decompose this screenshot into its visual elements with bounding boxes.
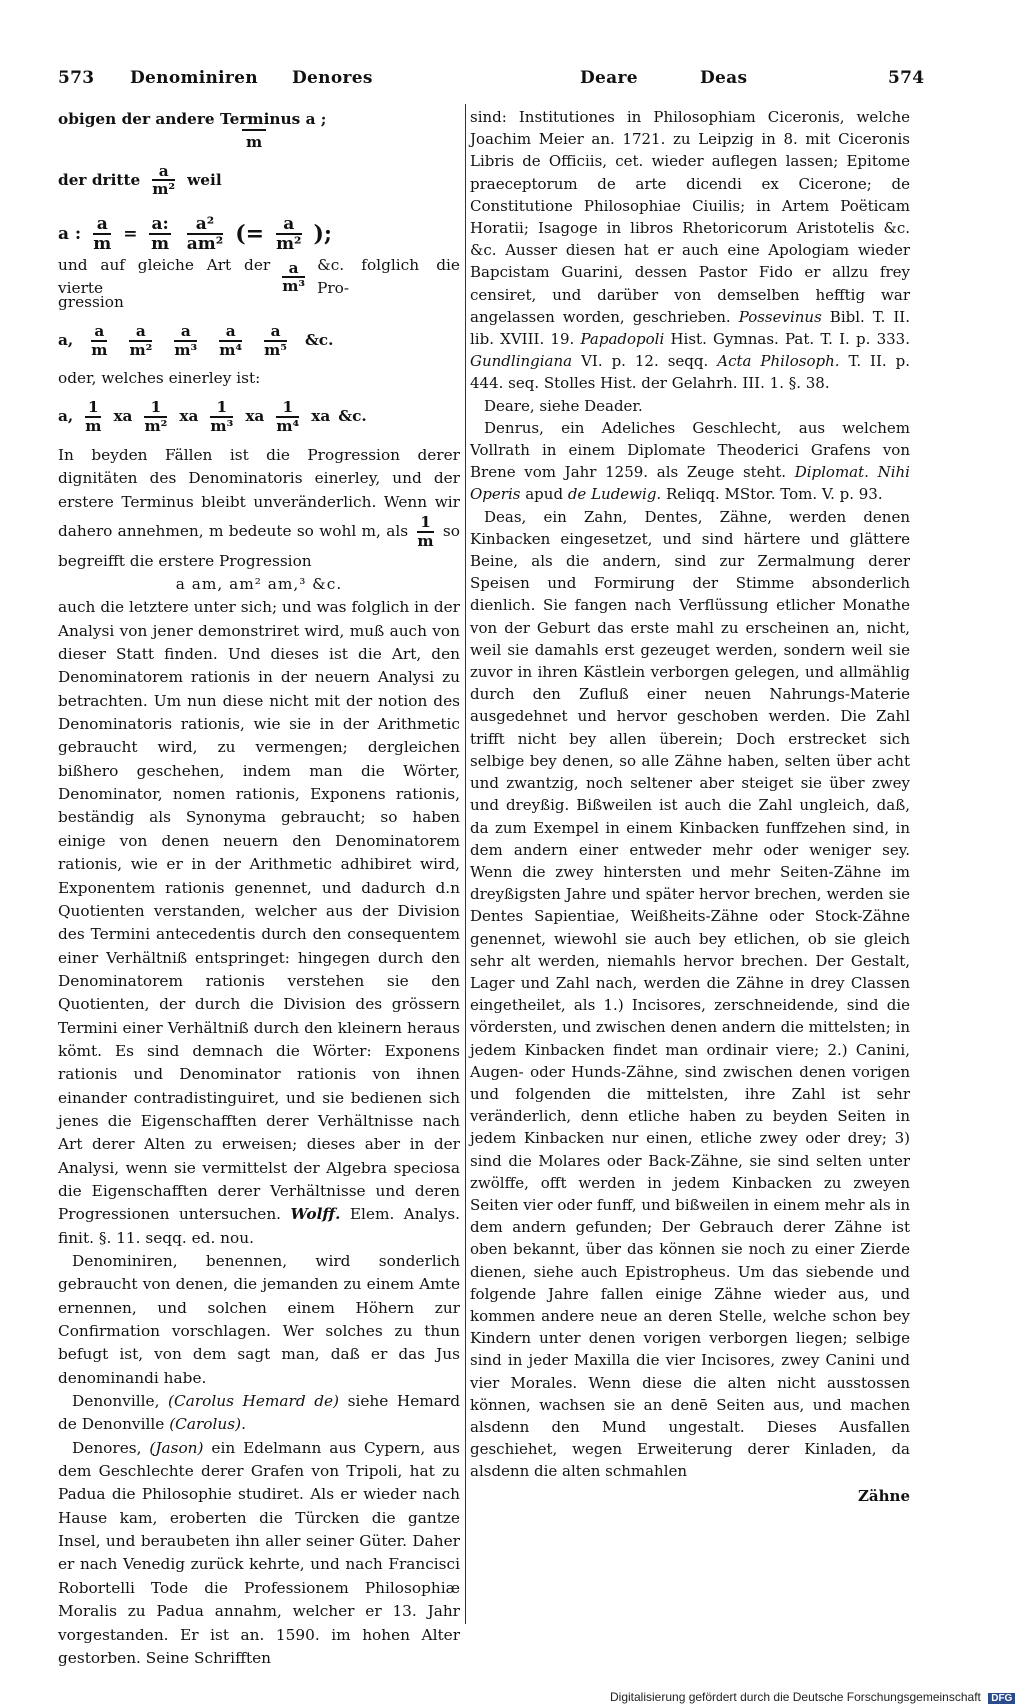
text-der-dritte: der dritte: [58, 170, 141, 189]
ref-stolle: T. II. p. 444. seq. Stolles Hist. der Gelahrh. III. 1. §. 38.: [470, 352, 910, 393]
catchword: Zähne: [857, 1486, 910, 1505]
fraction-1-m: $\frac{1}{m}$: [417, 513, 434, 550]
paragraph-beyden: [58, 444, 460, 573]
headword-denores: Denores,: [72, 1438, 142, 1457]
third-term-row: [58, 155, 460, 205]
entry-deas: Deas, ein Zahn, Dentes, Zähne, werden denen Kinbacken eingesetzet, und sind härtere und glättere Beine, als die andern, sind zur Zermalmung derer Speisen und Formirung der Stimme absonderlich dienlich. Sie fangen nach Verflüssung etlicher Monathe von der Geburt das erste mahl zu erscheinen an, nicht, weil sie damahls erst gezeuget werden, sondern weil sie zuvor in ihren Kästlein verborgen gelegen, und allmählig durch den Zufluß einer neuen Nahrungs-Materie ausgedehnet und hervor geschoben werden. Die Zahl trifft nicht bey allen überein; Doch erstrecket sich selbige bey denen, so alle Zähne haben, selten über acht und zwantzig, noch seltener aber steiget sie über zwey und dreyßig. Bißweilen ist auch die Zahl ungleich, daß, da zum Exempel in einem Kinbacken funffzehen sind, in dem andern einer entweder mehr oder weniger sey. Wenn die zwey hintersten und mehr Seiten-Zähne im dreyßigsten Jahre und später hervor brechen, werden sie Dentes Sapientiae, Weißheits-Zähne oder Stock-Zähne genennet, wiewohl sie auch bey etlichen, ob sie gleich sehr alt werden, niemahls hervor brechen. Der Gestalt, Lager und Zahl nach, werden die Zähne in drey Classen eingetheilet, als 1.) Incisores, zerschneidende, sind die vördersten, und zwischen denen andern die mittelsten; in jedem Kinbacken findet man ordinair viere; 2.) Canini, Augen- oder Hunds-Zähne, sind zwischen denen vorigen und folgenden die mittelsten, ihre Zahl ist sehr veränderlich, denn etliche haben zu beyden Seiten in jedem Kinbacken nur einen, etliche zwey oder drey; 3) sind die Molares oder Back-Zähne, sie sind selten unter zwölffe, offt werden in jedem Kinbacken zu zweyen Seiten vier oder funff, und bißweilen in einem mehr als in dem andern gefunden; Der Gebrauch derer Zähne ist oben bekannt, über das können sie noch zu einer Zierde dienen, siehe auch Epistropheus. Um das siebende und folgende Jahre fallen einige Zähne wieder aus, und kommen andere neue an deren Stelle, welche schon bey Kindern unter denen vorigen verborgen liegen; selbige sind in jeder Maxilla die vier Incisores, zwey Canini und vier Morales. Wenn diese die alten nicht ausstossen können, wachsen sie an denē Seiten aus, und machen alsdenn den Mund ungestalt. Dieses Ausfallen geschiehet, wegen Erweiterung derer Kinladen, da alsdenn die alten schmahlen: [470, 507, 910, 1481]
eq-equals: =: [123, 223, 138, 244]
text-denores: ein Edelmann aus Cypern, aus dem Geschlechte derer Grafen von Tripoli, hat zu Padua die Philosophie studiret. Als er wieder nach Hause kam, eroberten die Türcken die gantze Insel, und beraubeten ihn aller seiner Güter. Daher er nach Venedig zurück kehrte, und nach Francisci Robortelli Tode die Professionem Philosophiæ Moralis zu Padua annahm, welcher er 13. Jahr vorgestanden. Er ist an. 1590. im hohen Alter gestorben. Seine Schrifften: [58, 1438, 460, 1667]
ref-bibl: Bibl. T. II. lib. XVIII. 19.: [470, 307, 910, 349]
entry-denonville: [58, 1390, 460, 1437]
text-einerley: oder, welches einerley ist:: [58, 368, 261, 387]
footer-credit: [610, 1690, 1015, 1704]
entry-denores: [58, 1437, 460, 1670]
left-column: [58, 108, 460, 1670]
header-left-word1: Denominiren: [130, 68, 258, 88]
text-beyden: In beyden Fällen ist die Progression derer dignitäten des Denominatoris einerley, und der erstere Terminus bleibt unveränderlich. Wenn wir dahero annehmen, m bedeute so wohl m, als: [58, 446, 460, 540]
ref-ludewig: de Ludewig.: [567, 485, 662, 504]
prog1-term-2: $\frac{a}{\text{m²}}$: [129, 321, 153, 359]
eq-open: (=: [235, 220, 265, 247]
prog2-a: a,: [58, 407, 74, 426]
text-analysi: auch die letztere unter sich; und was folglich in der Analysi von jener demonstriret wird, muß auch von dieser Statt finden. Und dieses ist die Art, den Denominatorem rationis in der neuern Analysi zu betrachten. Um nun diese nicht mit der notion des Denominatoris rationis, wie sie in der Arithmetic gebraucht wird, zu vermengen; dergleichen bißhero geschehen, indem man die Wörter, Denominator, nomen rationis, Exponens rationis, beständig als Synonyma gebraucht; so haben einige von denen neuern den Denominatorem rationis, wie er in der Arithmetic adhibiret wird, Exponentem rationis genennet, und dadurch d.n Quotienten verstanden, welcher aus der Division des Termini antecedentis durch den consequentem einer Verhältniß entspringet: hingegen durch den Denominatorem rationis verstehen sie den Quotienten, der durch die Division des grössern Termini einer Verhältniß durch den kleinern heraus kömt. Es sind demnach die Wörter: Exponens rationis und Denominator rationis von ihnen einander contradistinguiret, und sie bedienen sich jenes die Eigenschafften derer Verhältnisse nach Art derer Alten zu erweisen; dieses aber in der Analysi, wenn sie vermittelst der Algebra speciosa die Eigenschafften derer Verhältnisse und deren Progressionen untersuchen.: [58, 598, 460, 1224]
eq-frac-3: $\frac{\text{a²}}{\text{am²}}$: [186, 213, 224, 255]
text-gression: gression: [58, 293, 124, 312]
entry-denrus: [470, 417, 910, 506]
right-column: [470, 106, 910, 1507]
footer-text: Digitalisierung gefördert durch die Deutsche Forschungsgemeinschaft: [610, 1690, 981, 1704]
name-carolus: (Carolus).: [169, 1415, 246, 1434]
prog2-xa-1: xa: [113, 407, 133, 426]
ref-apud: apud: [525, 485, 564, 504]
entry-denominiren: Denominiren, benennen, wird sonderlich gebraucht von denen, die jemanden zu einem Amte ernennen, und solchen einem Höhern zur Confirmation vorschlagen. Wer solches zu thun befugt ist, von dem sagt man, daß er das Jus denominandi habe.: [58, 1252, 460, 1387]
prog2-xa-4: xa: [311, 407, 331, 426]
text-weil: weil: [187, 170, 222, 189]
left-line-1: [58, 108, 460, 131]
prog1-term-3: $\frac{a}{\text{m³}}$: [174, 321, 198, 359]
ref-gundlingiana-page: VI. p. 12. seqq.: [581, 352, 709, 371]
ref-diplomat: Diplomat. Nihi Operis: [470, 463, 910, 504]
eq-frac-4: $\frac{a}{\text{m²}}$: [276, 213, 302, 255]
fraction-m-row: [58, 131, 460, 155]
progression-1: [58, 315, 460, 367]
progression-3: a am, am² am,³ &c.: [175, 575, 343, 594]
header-right-word1: Deare: [580, 68, 638, 88]
ref-gundlingiana: Gundlingiana: [470, 352, 573, 371]
progression-2: [58, 390, 460, 444]
prog2-xa-2: xa: [179, 407, 199, 426]
ref-possevinus: Possevinus: [738, 307, 822, 326]
dfg-logo: DFG: [988, 1693, 1015, 1704]
text-begreifft: so begreifft die erstere Progression: [58, 521, 460, 570]
entry-deare: Deare, siehe Deader.: [484, 396, 643, 415]
ref-reliqq: Reliqq. MStor. Tom. V. p. 93.: [665, 485, 883, 504]
ref-wolff: Wolff.: [290, 1205, 341, 1224]
headword-denonville: Denonville,: [72, 1392, 160, 1411]
name-jason: (Jason): [149, 1438, 204, 1457]
denominator-m: m: [242, 129, 266, 154]
page-number-right: 574: [888, 68, 925, 88]
ref-elem: Elem. Analys. finit. §. 11. seqq. ed. nou.: [58, 1205, 460, 1247]
eq-frac-1: $\frac{a}{m}$: [93, 213, 112, 255]
prog2-term-1: $\frac{1}{m}$: [85, 398, 102, 436]
ref-acta: Acta Philosoph.: [717, 352, 840, 371]
prog1-term-1: $\frac{a}{m}$: [91, 321, 108, 359]
prog1-term-5: $\frac{a}{\text{m⁵}}$: [264, 321, 287, 359]
prog2-etc: &c.: [338, 407, 367, 426]
page-number-left: 573: [58, 68, 95, 88]
fraction-a-m2: $\frac{a}{\text{m²}}$: [152, 161, 176, 199]
prog2-term-4: $\frac{1}{\text{m⁴}}$: [276, 398, 300, 436]
header-right-word2: Deas: [700, 68, 748, 88]
eq-a: a :: [58, 223, 82, 244]
header-left-word2: Denores: [292, 68, 373, 88]
text-siehe-hemard: siehe Hemard de Denonville: [58, 1392, 460, 1434]
eq-frac-2: $\frac{a:}{m}$: [151, 213, 170, 255]
text-folglich: &c. folglich die Pro-: [317, 256, 460, 298]
text-institutiones: sind: Institutiones in Philosophiam Ciceronis, welche Joachim Meier an. 1721. zu Leipzig in 8. mit Ciceronis Libris de Officiis, cet. wieder auflegen lassen; Epitome praeceptorum de arte dicendi ex Cicerone; de Constitutione Philosophiae Ciuilis; in Artem Poëticam Horatii; Isagoge in libros Rhetoricorum Aristotelis &c. &c. Ausser diesen hat er auch eine Apologiam wieder Bapcistam Guarini, dessen Pastor Fido er allzu frey censiret, und darüber von demselben hefftig war angelassen worden, geschrieben.: [470, 108, 910, 326]
ref-hist-gymnas: Hist. Gymnas. Pat. T. I. p. 333.: [670, 330, 910, 349]
name-carolus-hemard: (Carolus Hemard de): [168, 1392, 340, 1411]
text-vierte: und auf gleiche Art der vierte: [58, 256, 271, 298]
column-divider: [465, 104, 466, 1624]
paragraph-institutiones: [470, 106, 910, 395]
prog2-xa-3: xa: [245, 407, 265, 426]
eq-close: );: [313, 220, 333, 247]
text-obigen: obigen der andere Terminus a ;: [58, 110, 327, 128]
paragraph-analysi: [58, 596, 460, 1250]
fraction-a-m3: $\frac{a}{\text{m³}}$: [282, 258, 306, 296]
fourth-term-row: [58, 256, 460, 298]
prog2-term-3: $\frac{1}{\text{m³}}$: [210, 398, 234, 436]
prog1-etc: &c.: [305, 331, 334, 350]
prog1-term-4: $\frac{a}{\text{m⁴}}$: [219, 321, 243, 359]
ref-papadopoli: Papadopoli: [580, 330, 665, 349]
prog2-term-2: $\frac{1}{\text{m²}}$: [144, 398, 168, 436]
prog1-a: a,: [58, 331, 74, 350]
text-denrus: Denrus, ein Adeliches Geschlecht, aus welchem Vollrath in einem Diplomate Theoderici Grafens von Brene vom Jahr 1259. als Zeuge steht.: [470, 418, 910, 482]
